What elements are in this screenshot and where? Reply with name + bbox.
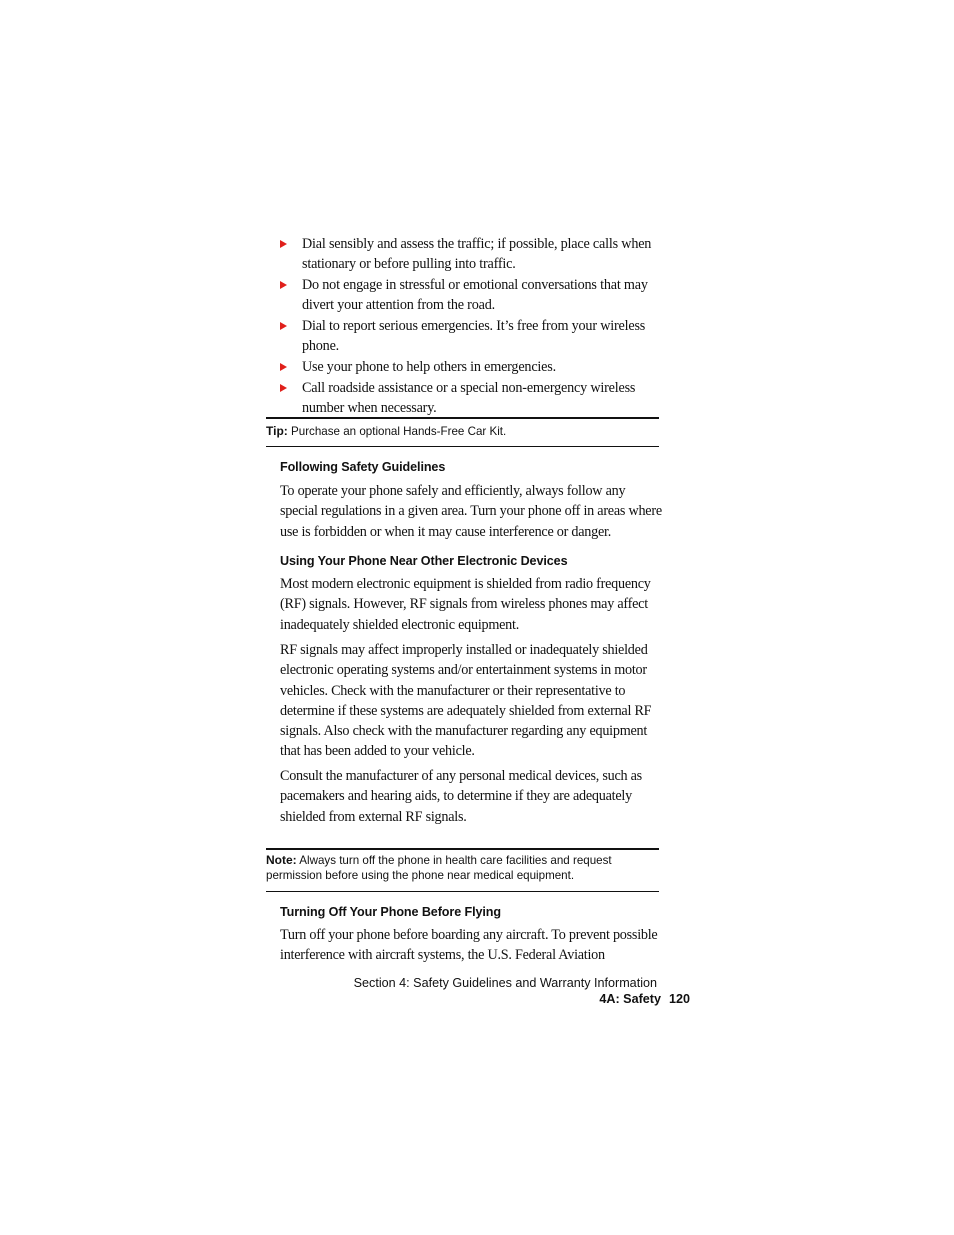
footer-section-title: Section 4: Safety Guidelines and Warranty Information — [353, 976, 657, 990]
note-callout — [266, 848, 659, 892]
list-item: Use your phone to help others in emergencies. — [280, 357, 680, 377]
following-guidelines-heading: Following Safety Guidelines — [280, 460, 446, 474]
following-guidelines-text: To operate your phone safely and efficiently, always follow any special regulations in a given area. Turn your phone off in areas where use is forbidden or when it may cause interference or danger. — [280, 483, 662, 540]
tip-text: Purchase an optional Hands-Free Car Kit. — [291, 425, 507, 438]
electronic-devices-heading: Using Your Phone Near Other Electronic Devices — [280, 554, 568, 568]
bullet-arrow-icon — [280, 322, 287, 330]
electronic-devices-paragraph-2: RF signals may affect improperly installed or inadequately shielded electronic operating systems and/or entertainment systems in motor vehicles. Check with the manufacturer or their representative to determine if these systems are adequately shielded from external RF signals. Also check with the manufacturer regarding any equipment that has been added to your vehicle. — [280, 642, 652, 760]
list-item: Dial sensibly and assess the traffic; if possible, place calls when stationary or before pulling into traffic. — [280, 234, 680, 274]
driving-tips-list — [280, 234, 680, 419]
flying-heading: Turning Off Your Phone Before Flying — [280, 905, 501, 919]
tip-label: Tip: — [266, 424, 288, 438]
bullet-arrow-icon — [280, 281, 287, 289]
list-item: Do not engage in stressful or emotional conversations that may divert your attention from the road. — [280, 275, 680, 315]
bullet-arrow-icon — [280, 240, 287, 248]
footer-chapter: 4A: Safety — [599, 992, 661, 1006]
list-item: Call roadside assistance or a special non-emergency wireless number when necessary. — [280, 378, 680, 418]
list-item: Dial to report serious emergencies. It’s free from your wireless phone. — [280, 316, 680, 356]
tip-callout — [266, 417, 659, 447]
flying-text: Turn off your phone before boarding any aircraft. To prevent possible interference with aircraft systems, the U.S. Federal Aviation — [280, 927, 658, 964]
note-text: Always turn off the phone in health care facilities and request permission before using the phone near medical equipment. — [266, 854, 612, 882]
bullet-arrow-icon — [280, 363, 287, 371]
electronic-devices-paragraph-1: Most modern electronic equipment is shielded from radio frequency (RF) signals. However, RF signals from wireless phones may affect inadequately shielded electronic equipment. — [280, 576, 651, 633]
note-label: Note: — [266, 853, 297, 867]
electronic-devices-paragraph-3: Consult the manufacturer of any personal medical devices, such as pacemakers and hearing aids, to determine if they are adequately shielded from external RF signals. — [280, 768, 642, 825]
footer-page-label — [599, 992, 690, 1006]
page-number: 120 — [668, 992, 690, 1006]
bullet-arrow-icon — [280, 384, 287, 392]
